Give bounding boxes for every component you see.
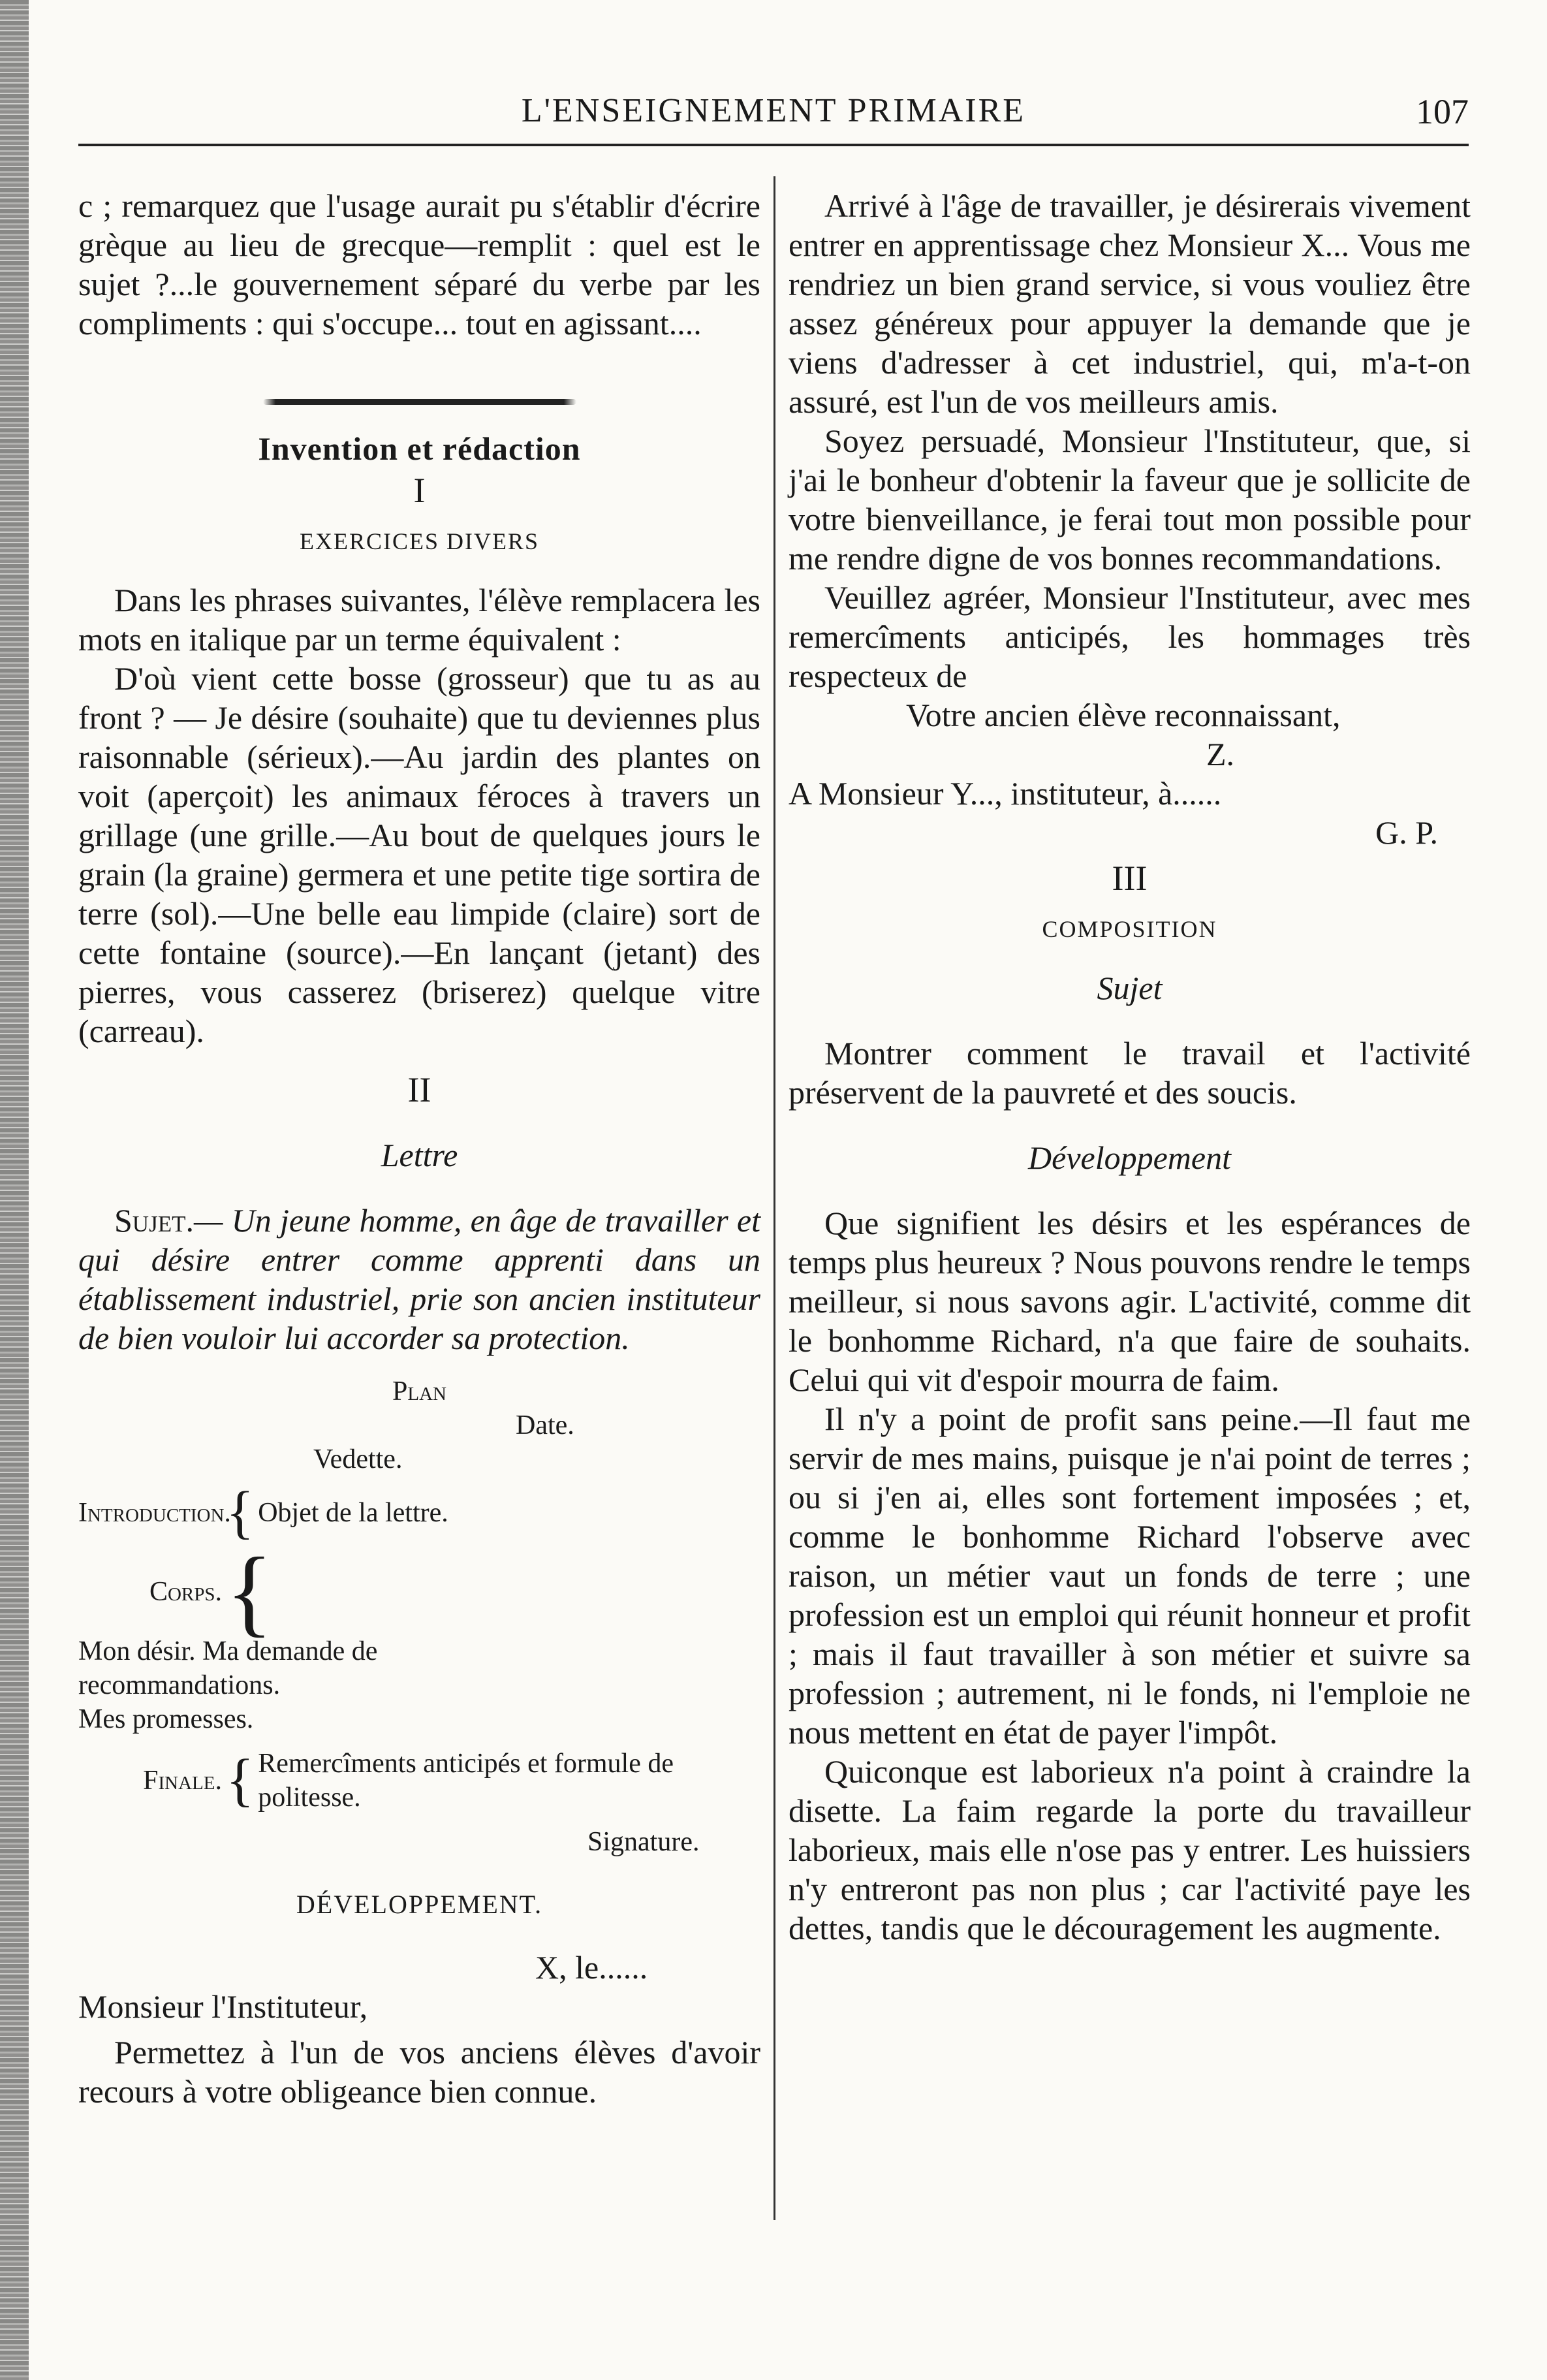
running-title: L'ENSEIGNEMENT PRIMAIRE [521,92,1026,129]
plan-date: Date. [516,1410,574,1440]
letter-paragraph: Arrivé à l'âge de travailler, je désirerais vivement entrer en apprentissage chez Monsieur X... Vous me rendriez un bien grand service, si vous vouliez être assez généreux pour appuyer la demande que je viens d'adresser à cet industriel, qui, m'a-t-on assuré, est l'un de vos meilleurs amis. [789,187,1471,420]
development-title: DÉVELOPPEMENT. [296,1890,543,1919]
composition-paragraph: Que signifient les désirs et les espérances de temps plus heureux ? Nous pouvons rendre le temps meilleur, si nous savons agir. L'activité, comme dit le bonhomme Richard, n'a que faire de souhaits. Celui qui vit d'espoir mourra de faim. [789,1205,1471,1398]
scan-binding-edge [0,0,29,2380]
left-column [78,186,760,2111]
plan-introduction [78,1480,760,1545]
plan-signature: Signature. [587,1827,700,1857]
part-three-numeral: III [1112,859,1148,898]
letter-paragraph: Veuillez agréer, Monsieur l'Instituteur, avec mes remercîments anticipés, les hommages très respecteux de [789,579,1471,694]
plan-corps-item: Mes promesses. [78,1704,254,1734]
plan-corps-label: Corps. [149,1577,222,1607]
intro-paragraph: c ; remarquez que l'usage aurait pu s'établir d'écrire grèque au lieu de grecque—remplit : quel est le sujet ?...le gouvernement séparé du verbe par les compliments : qui s'occupe... tout en agissant.... [78,187,760,341]
column-divider [774,176,775,2220]
author-initials: G. P. [1375,814,1438,851]
plan-title: Plan [392,1376,446,1406]
letter-paragraph: Soyez persuadé, Monsieur l'Instituteur, que, si j'ai le bonheur d'obtenir la faveur que je sollicite de votre bienveillance, je ferai tout mon possible pour me rendre digne de vos bonnes recommandations. [789,422,1471,577]
letter-plan [78,1374,760,1859]
composition-development-heading: Développement [1028,1139,1231,1176]
section-title: Invention et rédaction [258,430,581,467]
plan-finale [78,1747,760,1815]
plan-corps [78,1538,760,1736]
exercise-intro: Dans les phrases suivantes, l'élève remplacera les mots en italique par un terme équivalent : [78,582,760,658]
part-three-title: COMPOSITION [1042,916,1217,942]
right-column [789,186,1471,1948]
letter-paragraph: Permettez à l'un de vos anciens élèves d'avoir recours à votre obligeance bien connue. [78,2034,760,2110]
plan-finale-label: Finale. [143,1766,222,1796]
brace-glyph: { [226,1748,255,1813]
plan-intro-label: Introduction. [78,1498,231,1528]
letter-salutation: Monsieur l'Instituteur, [78,1988,368,2025]
letter-signature: Z. [1206,736,1235,772]
page-number: 107 [1416,92,1469,131]
exercise-body: D'où vient cette bosse (grosseur) que tu as au front ? — Je désire (souhaite) que tu deviennes plus raisonnable (sérieux).—Au jardin des plantes on voit (aperçoit) les animaux féroces à travers un grillage (une grille.—Au bout de quelques jours le grain (la graine) germera et une petite tige sortira de terre (sol).—Une belle eau limpide (claire) sort de cette fontaine (source).—En lançant (jetant) des pierres, vous casserez (briserez) quelque vitre (carreau). [78,660,760,1049]
letter-place-date: X, le...... [535,1949,648,1986]
brace-glyph: { [226,1480,255,1545]
composition-paragraph: Il n'y a point de profit sans peine.—Il faut me servir de mes mains, puisque je n'ai point de terres ; ou si j'en ai, elles sont fortement imposées ; et, comme le bonhomme Richard l'observe avec raison, un métier vaut un fonds de terre ; une profession est un emploi qui réunit honneur et profit ; mais il faut travailler à son métier et suivre sa profession ; autrement, ni le fonds, ni l'emploie ne nous mettent en état de payer l'impôt. [789,1401,1471,1751]
letter-closing: Votre ancien élève reconnaissant, [906,697,1341,733]
part-two-title: Lettre [381,1137,458,1173]
ornamental-rule [78,374,760,413]
brace-glyph: { [226,1538,273,1646]
page-header [78,91,1469,146]
letter-subject [78,1201,760,1357]
part-one-numeral: I [413,471,426,510]
composition-subject-heading: Sujet [1097,970,1163,1006]
plan-vedette: Vedette. [313,1444,403,1474]
part-one-title: EXERCICES DIVERS [299,528,540,554]
plan-intro-item: Objet de la lettre. [258,1498,448,1528]
letter-address: A Monsieur Y..., instituteur, à...... [789,775,1222,812]
plan-finale-item: Remercîments anticipés et formule de politesse. [258,1749,674,1813]
part-two-numeral: II [407,1070,431,1109]
subject-text: — Un jeune homme, en âge de travailler et qui désire entrer comme apprenti dans un établissement industriel, prie son ancien instituteur de bien vouloir lui accorder sa protection. [78,1202,760,1356]
plan-corps-items [78,1634,574,1736]
plan-corps-item: Mon désir. Ma demande de recommandations. [78,1636,378,1700]
composition-paragraph: Quiconque est laborieux n'a point à craindre la disette. La faim regarde la porte du travailleur laborieux, mais elle n'ose pas y entrer. Les huissiers n'y entreront pas non plus ; car l'activité paye les dettes, tandis que le découragement les augmente. [789,1753,1471,1946]
subject-label: Sujet. [114,1202,194,1239]
composition-subject: Montrer comment le travail et l'activité préservent de la pauvreté et des soucis. [789,1035,1471,1111]
